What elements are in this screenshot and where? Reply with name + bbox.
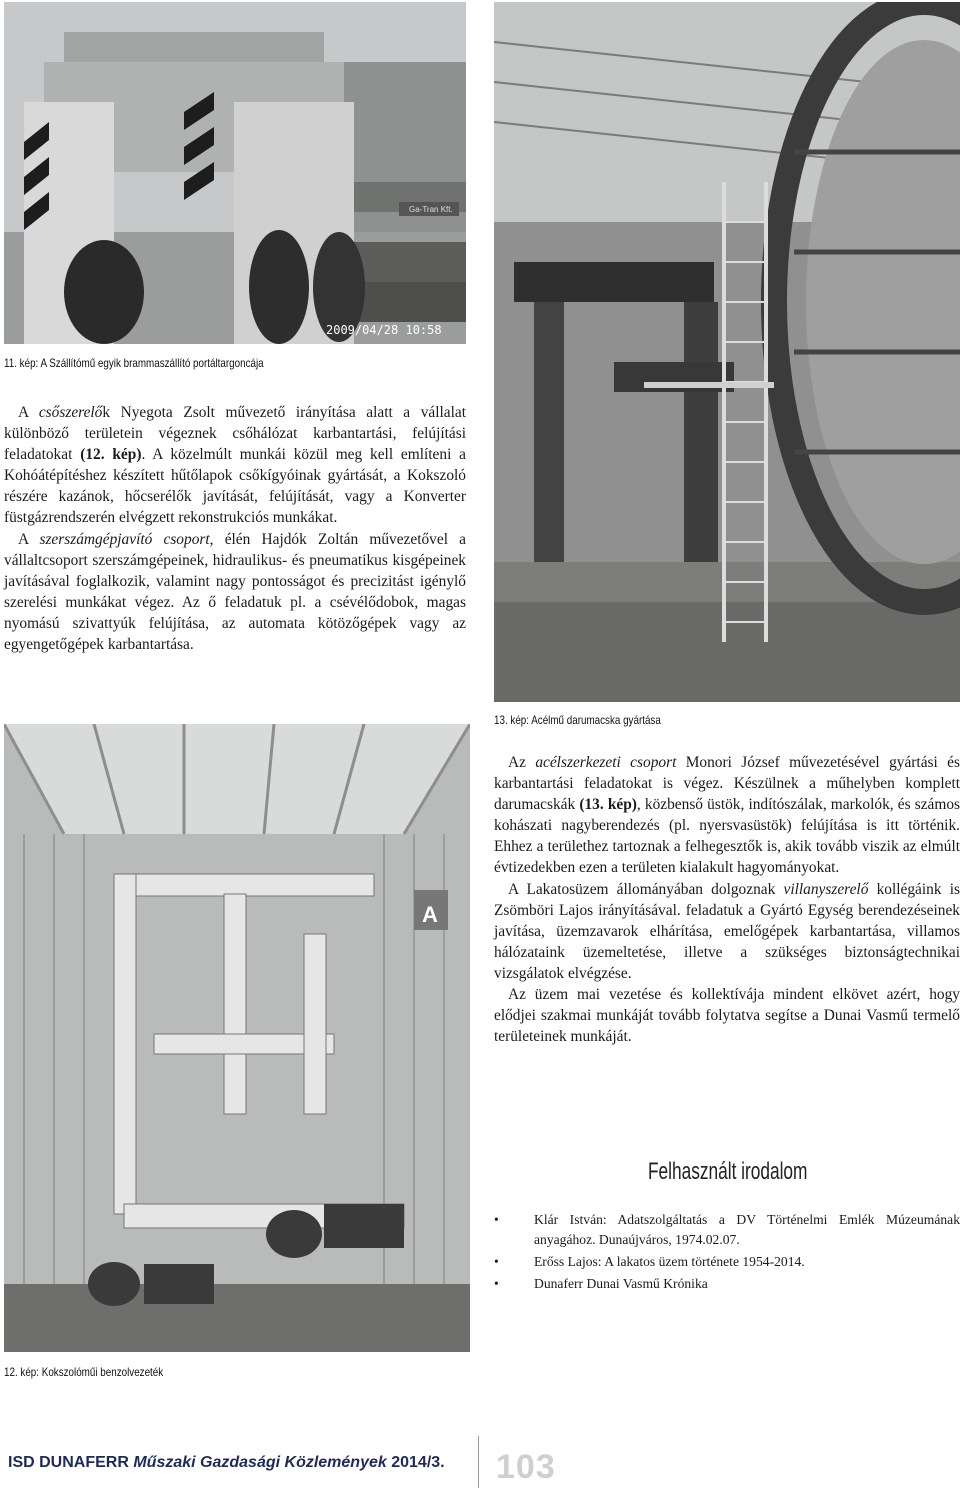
reference-item: • Dunaferr Dunai Vasmű Krónika bbox=[494, 1274, 960, 1294]
right-column-text bbox=[494, 752, 960, 1047]
photo-benzol-piping bbox=[4, 724, 470, 1352]
photo-crane-trolley bbox=[494, 2, 960, 702]
reference-item: • Erőss Lajos: A lakatos üzem története 1954-2014. bbox=[494, 1252, 960, 1272]
photo-timestamp: 2009/04/28 10:58 bbox=[326, 323, 442, 337]
caption-photo-13 bbox=[494, 713, 661, 727]
paragraph-management: Az üzem mai vezetése és kollektívája mindent elkövet azért, hogy elődjei szakmai munkáját tovább folytatva segítse a Dunai Vasmű termelő területeinek munkáját. bbox=[494, 986, 960, 1046]
photo-straddle-carrier bbox=[4, 2, 466, 344]
left-column-text bbox=[4, 402, 466, 655]
caption-label: 12. kép: bbox=[4, 1365, 40, 1379]
caption-photo-12 bbox=[4, 1365, 163, 1379]
bullet: • bbox=[494, 1254, 499, 1269]
footer-journal-title: ISD DUNAFERR Műszaki Gazdasági Közlemények 2014/3. bbox=[8, 1454, 445, 1471]
caption-label: 13. kép: bbox=[494, 713, 530, 727]
reference-item: • Klár István: Adatszolgáltatás a DV Történelmi Emlék Múzeumának anyagához. Dunaújváros, 1974.02.07. bbox=[494, 1212, 960, 1247]
references-title: Felhasznált irodalom bbox=[648, 1158, 808, 1185]
photo-sign-text: A bbox=[422, 902, 438, 927]
paragraph-steel-structures: Az acélszerkezeti csoport Monori József művezetésével gyártási és karbantartási feladatokat is végez. Készülnek a műhelyben komplett darumacskák (13. kép), közbenső üstök, indítószálak, markolók, és számos kohászati nagyberendezés (pl. nyersvasüstök) felújítása is itt történik. Ehhez a területhez tartoznak a felhegesztők is, akik tovább viszik az elmúlt évtizedekben ezen a területen kialakult hagyományokat. bbox=[494, 754, 960, 877]
footer-divider bbox=[478, 1436, 479, 1488]
bullet: • bbox=[494, 1212, 499, 1227]
caption-photo-11 bbox=[4, 356, 264, 370]
caption-text: Acélmű darumacska gyártása bbox=[531, 713, 661, 727]
bullet: • bbox=[494, 1276, 499, 1291]
caption-text: Kokszolóműi benzolvezeték bbox=[41, 1365, 164, 1379]
caption-text: A Szállítómű egyik brammaszállító portáltargoncája bbox=[40, 356, 264, 370]
page-number: 103 bbox=[496, 1448, 556, 1486]
caption-label: 11. kép: bbox=[4, 356, 39, 370]
paragraph-pipefitters: A csőszerelők Nyegota Zsolt művezető irányítása alatt a vállalat különböző területein végeznek csőhálózat karbantartási, felújítási feladatokat (12. kép). A közelmúlt munkái közül meg kell említeni a Kohóátépítéshez készített hűtőlapok csőkígyóinak gyártását, a Kokszoló részére kazánok, hőcserélők javítását, felújítását, vagy a Konverter füstgázrendszerén elvégzett rekonstrukciós munkákat. bbox=[4, 404, 466, 527]
paragraph-machine-tool-repair: A szerszámgépjavító csoport, élén Hajdók Zoltán művezetővel a vállaltcsoport szerszámgépeinek, hidraulikus- és pneumatikus kisgépeinek javításával foglalkozik, valamint nagy pontosságot és precizitást igénylő szerelési munkákat végez. Az ő feladatuk pl. a csévélődobok, magas nyomású szivattyúk felújítása, az automata kötözőgépek vagy az egyengetőgépek karbantartása. bbox=[4, 530, 466, 654]
paragraph-electricians: A Lakatosüzem állományában dolgoznak villanyszerelő kollégáink is Zsömböri Lajos irányításával. feladatuk a Gyártó Egység berendezéseinek javítása, üzemzavarok elhárítása, emelőgépek karbantartása, villamos hálózataink üzemeltetése, illetve a szükséges biztonságtechnikai vizsgálatok elvégzése. bbox=[494, 880, 960, 982]
references-list bbox=[494, 1210, 960, 1296]
photo-sign-text: Ga-Tran Kft. bbox=[409, 205, 453, 214]
